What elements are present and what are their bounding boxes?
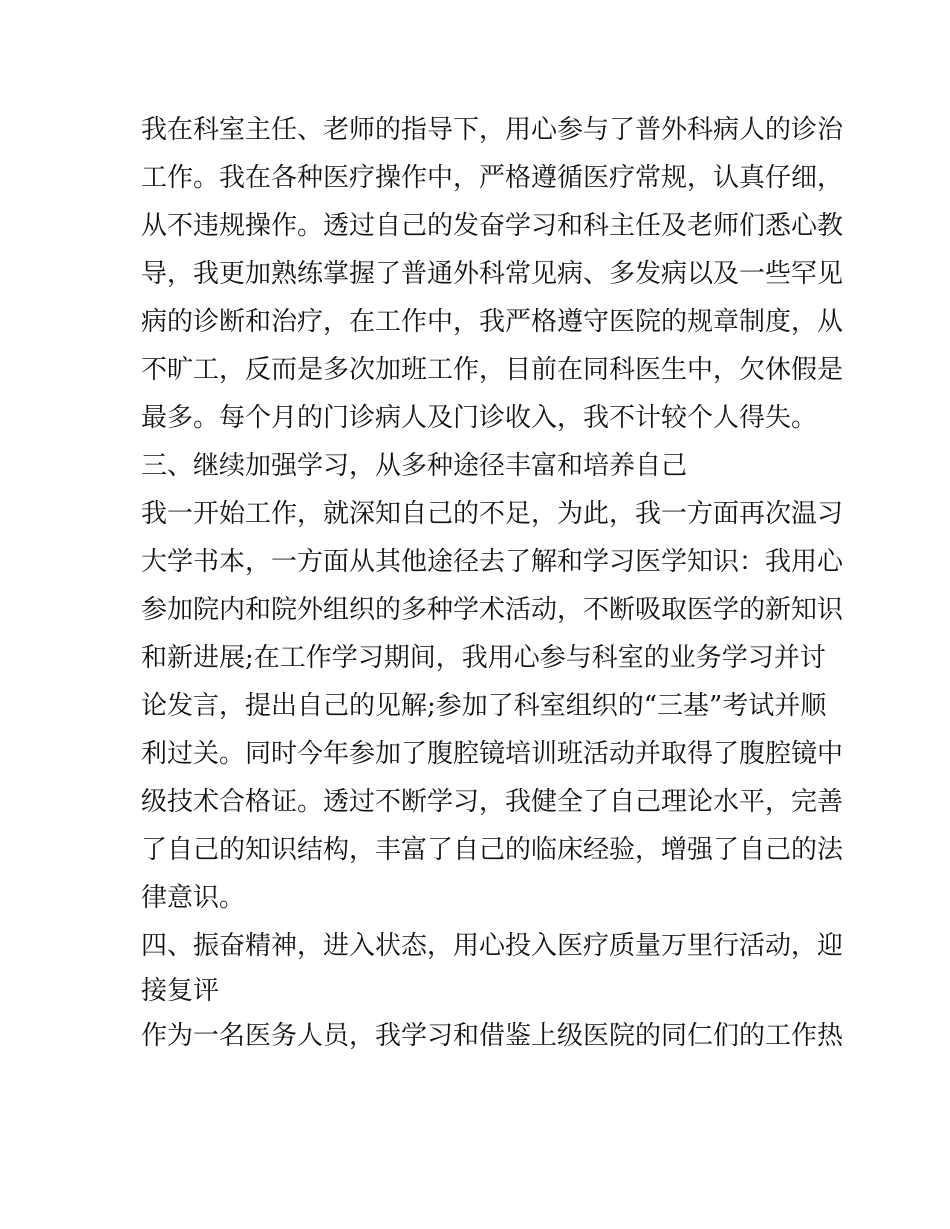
paragraph-line: 导，我更加熟练掌握了普通外科常见病、多发病以及一些罕见 — [141, 259, 844, 289]
paragraph-line: 作为一名医务人员，我学习和借鉴上级医院的同仁们的工作热 — [141, 1021, 844, 1051]
paragraph-line: 我一开始工作，就深知自己的不足，为此，我一方面再次温习 — [141, 499, 844, 529]
body-text — [141, 106, 844, 1060]
paragraph-line: 了自己的知识结构，丰富了自己的临床经验，增强了自己的法 — [141, 835, 844, 865]
section-heading: 三、继续加强学习，从多种途径丰富和培养自己 — [141, 451, 688, 481]
paragraph-line: 和新进展;在工作学习期间，我用心参与科室的业务学习并讨 — [141, 643, 826, 673]
paragraph-line: 从不违规操作。透过自己的发奋学习和科主任及老师们悉心教 — [141, 211, 844, 241]
paragraph-line: 利过关。同时今年参加了腹腔镜培训班活动并取得了腹腔镜中 — [141, 739, 844, 769]
paragraph-line: 级技术合格证。透过不断学习，我健全了自己理论水平，完善 — [141, 787, 844, 817]
paragraph-line: 律意识。 — [141, 883, 246, 913]
paragraph-line: 参加院内和院外组织的多种学术活动，不断吸取医学的新知识 — [141, 595, 844, 625]
section-heading-continued: 接复评 — [141, 976, 220, 1006]
paragraph-line: 论发言，提出自己的见解;参加了科室组织的“三基”考试并顺 — [141, 691, 827, 721]
section-heading: 四、振奋精神，进入状态，用心投入医疗质量万里行活动，迎 — [141, 931, 844, 961]
paragraph-line: 病的诊断和治疗，在工作中，我严格遵守医院的规章制度，从 — [141, 307, 844, 337]
paragraph-line: 工作。我在各种医疗操作中，严格遵循医疗常规，认真仔细， — [141, 163, 844, 193]
paragraph-line: 我在科室主任、老师的指导下，用心参与了普外科病人的诊治 — [141, 115, 844, 145]
paragraph-line: 大学书本，一方面从其他途径去了解和学习医学知识：我用心 — [141, 547, 844, 577]
paragraph-line: 最多。每个月的门诊病人及门诊收入，我不计较个人得失。 — [141, 403, 818, 433]
paragraph-line: 不旷工，反而是多次加班工作，目前在同科医生中，欠休假是 — [141, 355, 844, 385]
